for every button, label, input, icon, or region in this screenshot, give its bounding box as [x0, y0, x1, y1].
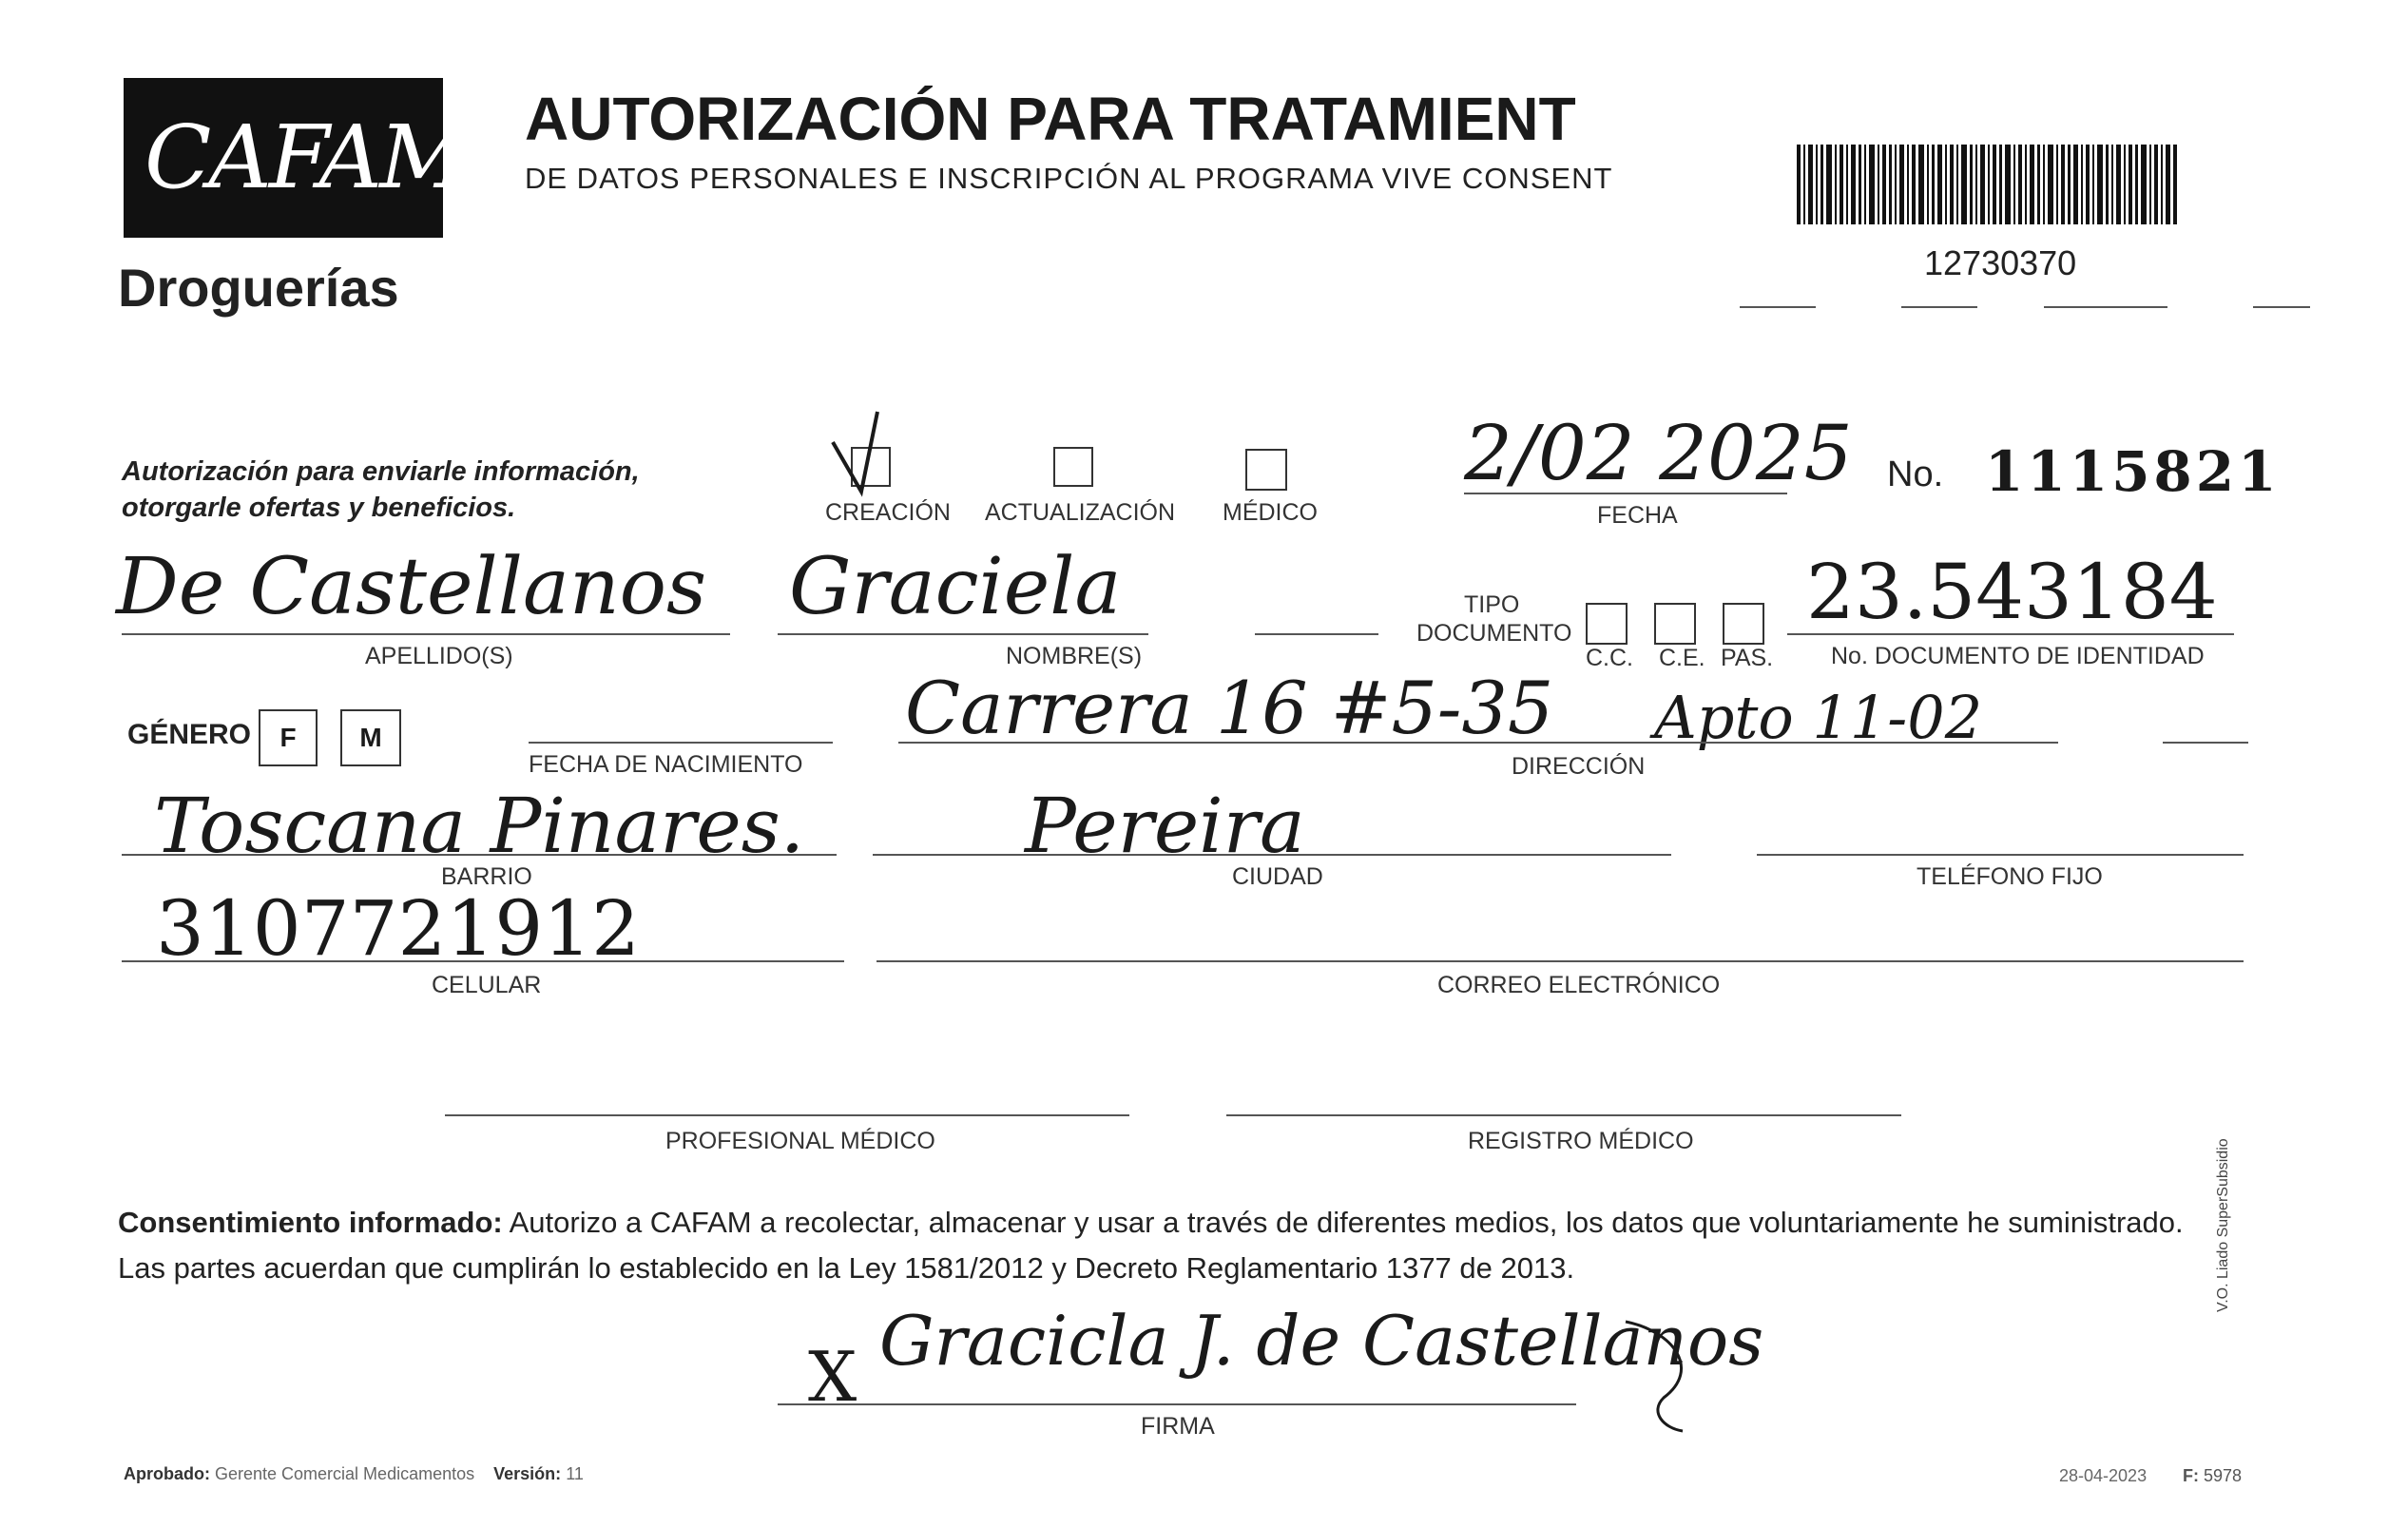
label-pas: PAS. — [1721, 645, 1774, 671]
label-creacion: CREACIÓN — [825, 499, 951, 526]
direccion-value: Carrera 16 #5-35 — [905, 666, 1554, 750]
side-text: V.O. Liado SuperSubsidio — [2215, 1138, 2231, 1312]
ciudad-value: Pereira — [1025, 782, 1305, 870]
genero-f-label: F — [279, 723, 297, 752]
checkmark-icon — [825, 404, 911, 499]
tipo-doc-label-1: TIPO — [1464, 591, 1520, 618]
barcode — [1797, 145, 2177, 224]
profesional-medico-label: PROFESIONAL MÉDICO — [665, 1128, 935, 1154]
barcode-number: 12730370 — [1924, 243, 2077, 282]
page-subtitle: DE DATOS PERSONALES E INSCRIPCIÓN AL PROGRAMA VIVE CONSENT — [525, 162, 1613, 195]
consent-text-2: Las partes acuerdan que cumplirán lo establecido en la Ley 1581/2012 y Decreto Reglamentario 1377 de 2013. — [118, 1251, 1575, 1285]
f-value: 5978 — [2204, 1466, 2243, 1485]
label-ce: C.E. — [1659, 645, 1705, 671]
date-value: 2/02 2025 — [1464, 409, 1853, 497]
celular-value: 3107721912 — [156, 884, 640, 973]
checkbox-genero-m[interactable] — [340, 709, 401, 766]
genero-m-label: M — [359, 723, 382, 752]
documento-label: No. DOCUMENTO DE IDENTIDAD — [1831, 643, 2205, 669]
label-cc: C.C. — [1586, 645, 1633, 671]
logo-text: CAFAM — [144, 106, 467, 208]
form-number-value: 1115821 — [1985, 439, 2281, 504]
footer-date: 28-04-2023 — [2059, 1466, 2148, 1485]
genero-label: GÉNERO — [127, 719, 252, 750]
version-label: Versión: — [493, 1464, 562, 1483]
footer-aprobado — [124, 1464, 584, 1484]
apellidos-value: De Castellanos — [116, 542, 707, 632]
firma-label: FIRMA — [1141, 1413, 1215, 1440]
version-value: 11 — [566, 1464, 584, 1483]
correo-label: CORREO ELECTRÓNICO — [1437, 972, 1721, 998]
f-label: F: — [2183, 1466, 2199, 1485]
signature-value: Gracicla J. de Castellanos — [879, 1301, 1764, 1381]
direccion-value-2: Apto 11-02 — [1654, 683, 1983, 752]
checkbox-pas[interactable] — [1723, 603, 1764, 645]
registro-medico-label: REGISTRO MÉDICO — [1468, 1128, 1694, 1154]
checkbox-genero-f[interactable] — [259, 709, 318, 766]
label-actualizacion: ACTUALIZACIÓN — [985, 499, 1176, 526]
ciudad-label: CIUDAD — [1232, 863, 1323, 890]
footer-f — [2183, 1466, 2242, 1486]
logo-subtitle: Droguerías — [118, 258, 399, 318]
direccion-label: DIRECCIÓN — [1512, 753, 1646, 780]
fecha-nacimiento-label: FECHA DE NACIMIENTO — [529, 751, 803, 778]
barrio-label: BARRIO — [441, 863, 532, 890]
apellidos-label: APELLIDO(S) — [365, 643, 513, 669]
barrio-value: Toscana Pinares. — [154, 782, 805, 870]
intro-line-1: Autorización para enviarle información, — [122, 456, 640, 487]
aprobado-label: Aprobado: — [124, 1464, 210, 1483]
cafam-logo — [124, 78, 467, 238]
consent-text-1: Autorizo a CAFAM a recolectar, almacenar y usar a través de diferentes medios, los datos que voluntariamente he suministrado. — [502, 1206, 2184, 1239]
page-title: AUTORIZACIÓN PARA TRATAMIENT — [525, 85, 1576, 153]
documento-value: 23.543184 — [1806, 548, 2218, 636]
celular-label: CELULAR — [432, 972, 542, 998]
nombres-value: Graciela — [789, 542, 1122, 632]
intro-line-2: otorgarle ofertas y beneficios. — [122, 493, 516, 523]
consent-bold: Consentimiento informado: — [118, 1206, 503, 1239]
tipo-doc-label-2: DOCUMENTO — [1416, 620, 1572, 647]
consent-paragraph — [118, 1200, 2247, 1291]
signature-mark: X — [808, 1337, 857, 1417]
checkbox-medico[interactable] — [1245, 449, 1287, 491]
label-medico: MÉDICO — [1223, 499, 1318, 526]
aprobado-value: Gerente Comercial Medicamentos — [215, 1464, 475, 1483]
checkbox-cc[interactable] — [1586, 603, 1628, 645]
checkbox-actualizacion[interactable] — [1053, 447, 1093, 487]
telefono-fijo-label: TELÉFONO FIJO — [1917, 863, 2103, 890]
nombres-label: NOMBRE(S) — [1006, 643, 1143, 669]
date-label: FECHA — [1597, 502, 1678, 529]
signature-flourish — [1607, 1312, 1711, 1436]
form-number-label: No. — [1887, 455, 1944, 494]
checkbox-ce[interactable] — [1654, 603, 1696, 645]
